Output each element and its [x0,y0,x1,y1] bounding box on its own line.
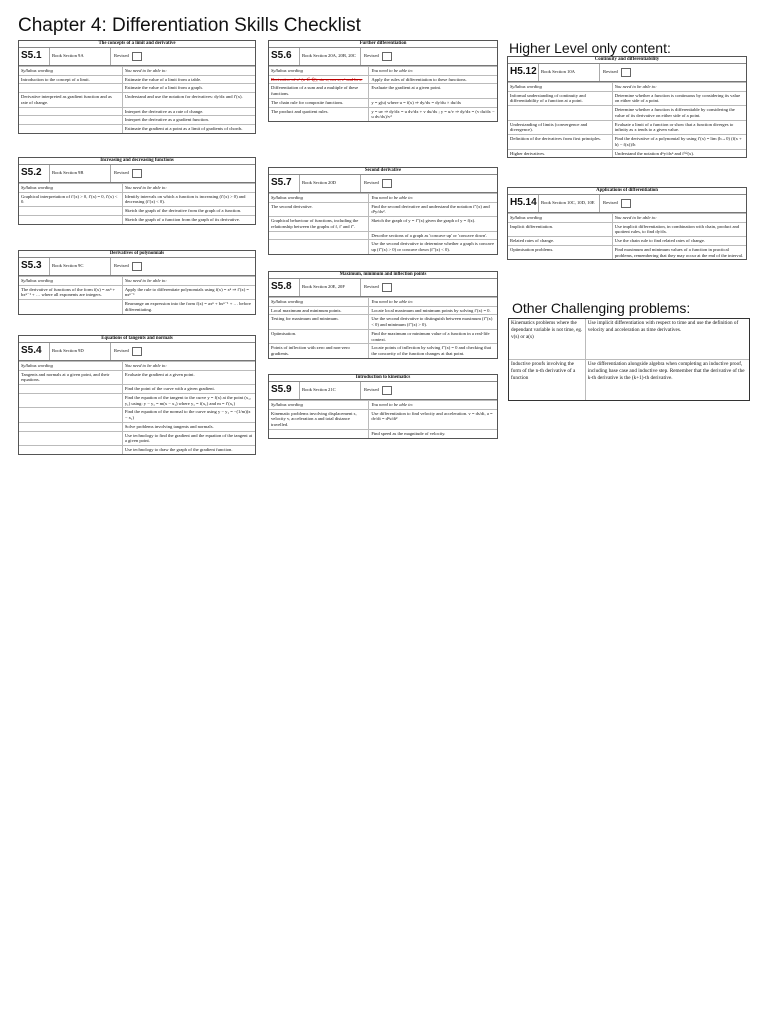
table-row [508,105,746,119]
skill-cell: Sketch the graph of a function from the graph of its derivative. [124,216,240,222]
skill-cell: Estimate the value of a limit from a table. [124,76,202,82]
skill-cell: Estimate the gradient at a point as a limit of gradients of chords. [124,126,243,132]
book-section: Book Section 20D [299,174,361,192]
revised-label: Revised [364,53,379,59]
column-header-row [269,66,497,75]
table-row [269,107,497,121]
revised-label: Revised [364,387,379,393]
revised-label: Revised [114,170,129,176]
section-title: Maximum, minimum and inflection points [269,272,497,279]
skill-cell: Estimate the value of a limit from a graph. [124,85,203,91]
section-header [269,381,497,400]
section-s5-3 [18,250,256,315]
skill-cell: Evaluate a limit of a function or show that a function diverges to infinity as x tends to a given value. [614,121,734,133]
section-title: Continuity and differentiability [508,57,746,64]
syllabus-cell: The derivative of functions of the form f(x) = axⁿ + bxⁿ⁻¹ + … where all exponents are integers. [19,286,123,299]
section-header [19,47,255,66]
table-row [19,92,255,106]
higher-level-heading: Higher Level only content: [509,40,671,56]
section-code: S5.1 [21,49,42,61]
you-need-header: You need to be able to: [124,185,167,190]
syllabus-wording-header: Syllabus wording [508,214,613,222]
column-header-row [508,213,746,222]
table-row [19,192,255,206]
section-s5-6 [268,40,498,122]
table-row [269,202,497,216]
section-h5-14 [507,187,747,260]
skill-cell: Locate local maximum and minimum points by solving f′(x) = 0. [371,307,491,313]
section-code: S5.2 [21,166,42,178]
table-row [269,314,497,328]
syllabus-cell: Graphical interpretation of f′(x) > 0, f′(x) = 0, f′(x) < 0. [19,193,123,206]
syllabus-cell: Local maximum and minimum points. [269,307,369,315]
revised-checkbox[interactable] [382,283,392,292]
revised-area [111,257,255,275]
syllabus-cell: Implicit differentiation. [508,223,613,236]
you-need-header: You need to be able to: [371,402,414,407]
table-row [269,231,497,240]
table-row [269,98,497,107]
table-row [269,429,497,438]
syllabus-cell [19,216,123,224]
section-s5-2 [18,157,256,225]
section-title: Equations of tangents and normals [19,336,255,343]
section-code: S5.3 [21,259,42,271]
table-row [508,245,746,259]
section-title: Applications of differentiation [508,188,746,195]
challenge-description: Use implicit differentiation with respect to time and use the definition of velocity and acceleration as time derivatives. [587,320,739,333]
section-title: Second derivative [269,168,497,175]
section-s5-8 [268,271,498,359]
skill-cell: Rearrange an expression into the form f(x) = axⁿ + bxⁿ⁻¹ + … before differentiating. [124,301,251,312]
revised-area [361,381,497,399]
section-header [19,257,255,276]
section-s5-1 [18,40,256,134]
syllabus-cell [19,207,123,215]
column-header-row [19,66,255,75]
skill-cell: Apply the rule to differentiate polynomials using f(x) = xⁿ ⇒ f′(x) = nxⁿ⁻¹ [124,286,250,298]
syllabus-cell: Kinematic problems involving displacement s, velocity v, acceleration a and total distance travelled. [269,410,369,429]
revised-label: Revised [364,284,379,290]
syllabus-cell: Tangents and normals at a given point, and their equations. [19,371,123,384]
skill-cell: Evaluate the gradient at a given point. [124,371,195,377]
syllabus-wording-header: Syllabus wording [508,83,613,91]
table-row [19,83,255,92]
book-section: Book Section 10C, 10D, 10E [538,194,600,212]
revised-area [361,278,497,296]
section-header [19,164,255,183]
syllabus-wording-header: Syllabus wording [19,184,123,192]
table-row [508,134,746,148]
section-header [269,47,497,66]
column-header-row [269,400,497,409]
section-header [269,278,497,297]
revised-area [361,47,497,65]
book-section: Book Section 9C [49,257,111,275]
revised-label: Revised [603,69,618,75]
you-need-header: You need to be able to: [371,299,414,304]
syllabus-cell [19,108,123,116]
challenge-topic: Inductive proofs involving the form of the n-th derivative of a function [509,360,586,400]
revised-label: Revised [114,263,129,269]
you-need-header: You need to be able to: [124,363,167,368]
section-header [19,342,255,361]
syllabus-cell: The product and quotient rules. [269,108,369,121]
syllabus-cell [19,432,123,445]
table-row [269,409,497,429]
section-header [508,194,746,213]
skill-cell: y = uv ⇒ dy/dx = u dv/dx + v du/dx ; y = u/v ⇒ dy/dx = (v du/dx − u dv/dx)/v² [371,108,495,120]
you-need-header: You need to be able to: [124,68,167,73]
syllabus-cell [19,446,123,454]
skill-cell: Interpret the derivative as a gradient function. [124,117,209,123]
revised-area [111,164,255,182]
column-header-row [269,193,497,202]
skill-cell: Find the second derivative and understand the notation f″(x) and d²y/dx². [371,203,490,215]
skill-cell: Find the equation of the tangent to the curve y = f(x) at the point (x₁, y₁) using: y − y₁ = m(x − x₁) where y₁ = f(x₁) and m = f′(x₁) [124,394,251,406]
revised-label: Revised [114,348,129,354]
challenge-row [509,359,749,400]
syllabus-wording-header: Syllabus wording [19,362,123,370]
syllabus-cell: Introduction to the concept of a limit. [19,76,123,84]
syllabus-wording-header: Syllabus wording [269,298,369,306]
section-header [269,174,497,193]
revised-checkbox[interactable] [621,68,631,77]
syllabus-cell: Derivative of xⁿ (n ∈ ℚ), sin x, cos x, eˣ and ln x. [269,76,369,84]
syllabus-cell [19,385,123,393]
table-row [508,91,746,105]
section-code: H5.14 [510,196,537,208]
section-code: S5.7 [271,176,292,188]
section-code: H5.12 [510,65,537,77]
book-section: Book Section 9A [49,47,111,65]
table-row [269,239,497,253]
table-row [19,299,255,313]
skill-cell: Identify intervals on which a function is increasing (f′(x) > 0) and decreasing (f′(x) < 0). [124,193,246,205]
column-header-row [19,276,255,285]
other-challenging-table [508,318,750,401]
syllabus-cell: Optimisation. [269,330,369,343]
syllabus-wording-header: Syllabus wording [19,67,123,75]
section-title: The concepts of a limit and derivative [19,41,255,48]
skill-cell: Determine whether a function is continuous by considering its value on either side of a point. [614,92,741,104]
skill-cell: Understand the notation dⁿy/dxⁿ and f⁽ⁿ⁾(x). [614,150,695,156]
challenge-row [509,319,749,359]
table-row [508,149,746,158]
syllabus-cell: Informal understanding of continuity and differentiability of a function at a point. [508,92,613,105]
revised-label: Revised [603,200,618,206]
skill-cell: y = g(u) where u = f(x) ⇒ dy/dx = dy/du × du/dx [371,99,462,105]
section-code: S5.8 [271,280,292,292]
skill-cell: Find the equation of the normal to the curve using y − y₁ = −(1/m)(x − x₁) [124,409,251,421]
skill-cell: Understand and use the notation for derivatives: dy/dx and f′(x). [124,94,243,100]
skill-cell: Locate points of inflection by solving f″(x) = 0 and checking that the concavity of the function changes at that point. [371,345,492,357]
table-row [19,206,255,215]
table-row [19,107,255,116]
skill-cell: Sketch the graph of the derivative from the graph of a function. [124,208,242,214]
skill-cell: Find the point of the curve with a given gradient. [124,386,215,392]
section-s5-7 [268,167,498,255]
skill-cell: Determine whether a function is differentiable by considering the value of its derivative on either side of a point. [614,107,735,118]
revised-checkbox[interactable] [382,52,392,61]
table-row [19,285,255,299]
you-need-header: You need to be able to: [124,278,167,283]
section-s5-4 [18,335,256,455]
section-title: Increasing and decreasing functions [19,158,255,165]
book-section: Book Section 20E, 20F [299,278,361,296]
table-row [19,393,255,407]
syllabus-cell: Optimisation problems. [508,246,613,259]
revised-area [361,174,497,192]
table-row [508,120,746,134]
challenge-topic: Kinematics problems where the dependant variable is not time, eg. v(s) or a(s) [509,319,586,359]
syllabus-cell: The second derivative. [269,203,369,216]
table-row [19,431,255,445]
table-row [269,329,497,343]
skill-cell: Solve problems involving tangents and normals. [124,423,214,429]
table-row [19,75,255,84]
syllabus-cell [19,125,123,133]
syllabus-cell: Understanding of limits (convergence and divergence). [508,121,613,134]
skill-cell: Sketch the graph of y = f″(x) given the graph of y = f(x). [371,218,476,224]
revised-checkbox[interactable] [132,262,142,271]
skill-cell: Describe sections of a graph as 'concave up' or 'concave down'. [371,232,488,238]
revised-checkbox[interactable] [132,347,142,356]
skill-cell: Use the chain rule to find related rates of change. [614,238,706,244]
syllabus-cell [508,106,613,119]
revised-checkbox[interactable] [132,52,142,61]
section-title: Derivatives of polynomials [19,251,255,258]
column-header-row [19,183,255,192]
syllabus-cell [19,408,123,421]
table-row [269,343,497,357]
table-row [19,124,255,133]
syllabus-cell: Related rates of change. [508,237,613,245]
syllabus-wording-header: Syllabus wording [269,194,369,202]
revised-area [111,47,255,65]
revised-checkbox[interactable] [382,386,392,395]
book-section: Book Section 9D [49,342,111,360]
table-row [19,422,255,431]
you-need-header: You need to be able to: [614,84,657,89]
you-need-header: You need to be able to: [371,195,414,200]
syllabus-cell [19,116,123,124]
table-row [19,407,255,421]
revised-area [600,63,746,81]
table-row [19,215,255,224]
revised-checkbox[interactable] [132,169,142,178]
syllabus-cell [269,232,369,240]
section-code: S5.9 [271,383,292,395]
book-section: Book Section 21C [299,381,361,399]
section-h5-12 [507,56,747,158]
revised-label: Revised [364,180,379,186]
revised-checkbox[interactable] [621,199,631,208]
syllabus-cell: Testing for maximum and minimum. [269,315,369,328]
syllabus-cell: Definition of the derivatives from first principles. [508,135,613,148]
syllabus-cell: Higher derivatives. [508,150,613,158]
you-need-header: You need to be able to: [371,68,414,73]
section-s5-9 [268,374,498,439]
page-title: Chapter 4: Differentiation Skills Checklist [18,15,361,36]
skill-cell: Use the second derivative to determine whether a graph is concave up (f″(x) > 0) or concave down (f″(x) < 0). [371,241,495,253]
syllabus-cell [269,430,369,438]
syllabus-cell: The chain rule for composite functions. [269,99,369,107]
table-row [19,445,255,454]
syllabus-cell: Points of inflection with zero and non-zero gradients. [269,344,369,357]
table-row [19,115,255,124]
skill-cell: Interpret the derivative as a rate of change. [124,108,204,114]
column-header-row [269,297,497,306]
section-code: S5.6 [271,49,292,61]
revised-label: Revised [114,53,129,59]
syllabus-wording-header: Syllabus wording [269,401,369,409]
skill-cell: Use the second derivative to distinguish between maximum (f″(x) < 0) and minimum (f″(x) > 0). [371,316,493,328]
table-row [508,222,746,236]
skill-cell: Find the derivative of a polynomial by using f′(x) = lim (h→0) (f(x + h) − f(x))/h [614,136,742,147]
skill-cell: Evaluate the gradient at a given point. [371,85,442,91]
skill-cell: Use differentiation to find velocity and acceleration. v = ds/dt, a = dv/dt = d²s/dt² [371,410,493,422]
skill-cell: Use technology to find the gradient and the equation of the tangent at a given point. [124,432,253,444]
syllabus-cell: Differentiation of a sum and a multiple of these functions. [269,84,369,97]
table-row [508,236,746,245]
syllabus-cell [269,240,369,253]
column-header-row [19,361,255,370]
challenge-description: Use differentiation alongside algebra when completing an inductive proof, including base case and inductive step. Remember that the derivative of the k-th derivative is the (k+1)-th derivative. [587,361,745,381]
syllabus-wording-header: Syllabus wording [269,67,369,75]
section-header [508,63,746,82]
skill-cell: Apply the rules of differentiation to these functions. [371,76,467,82]
syllabus-cell [19,394,123,407]
syllabus-cell [19,423,123,431]
skill-cell: Find maximum and minimum values of a function in practical problems, remembering that they may occur at the end of the interval. [614,246,744,258]
section-title: Introduction to kinematics [269,375,497,382]
revised-area [600,194,746,212]
skill-cell: Find speed as the magnitude of velocity. [371,430,446,436]
book-section: Book Section 20A, 20B, 20C [299,47,361,65]
column-header-row [508,82,746,91]
table-row [19,384,255,393]
syllabus-wording-header: Syllabus wording [19,277,123,285]
revised-area [111,342,255,360]
book-section: Book Section 9B [49,164,111,182]
syllabus-cell: Graphical behaviour of functions, including the relationship between the graphs of f, f′ and f″. [269,217,369,230]
other-problems-heading: Other Challenging problems: [512,300,691,316]
table-row [19,370,255,384]
table-row [269,306,497,315]
section-code: S5.4 [21,344,42,356]
skill-cell: Use implicit differentiation, in combination with chain, product and quotient rules, to find dy/dx. [614,223,740,235]
syllabus-cell [19,84,123,92]
table-row [269,216,497,230]
skill-cell: Use technology to draw the graph of the gradient function. [124,447,233,453]
book-section: Book Section 10A [538,63,600,81]
skill-cell: Find the maximum or minimum value of a function in a real-life context. [371,330,490,342]
revised-checkbox[interactable] [382,179,392,188]
table-row [269,75,497,84]
syllabus-cell: Derivative interpreted as gradient function and as rate of change. [19,93,123,106]
syllabus-cell [19,300,123,313]
you-need-header: You need to be able to: [614,215,657,220]
table-row [269,83,497,97]
section-title: Further differentiation [269,41,497,48]
